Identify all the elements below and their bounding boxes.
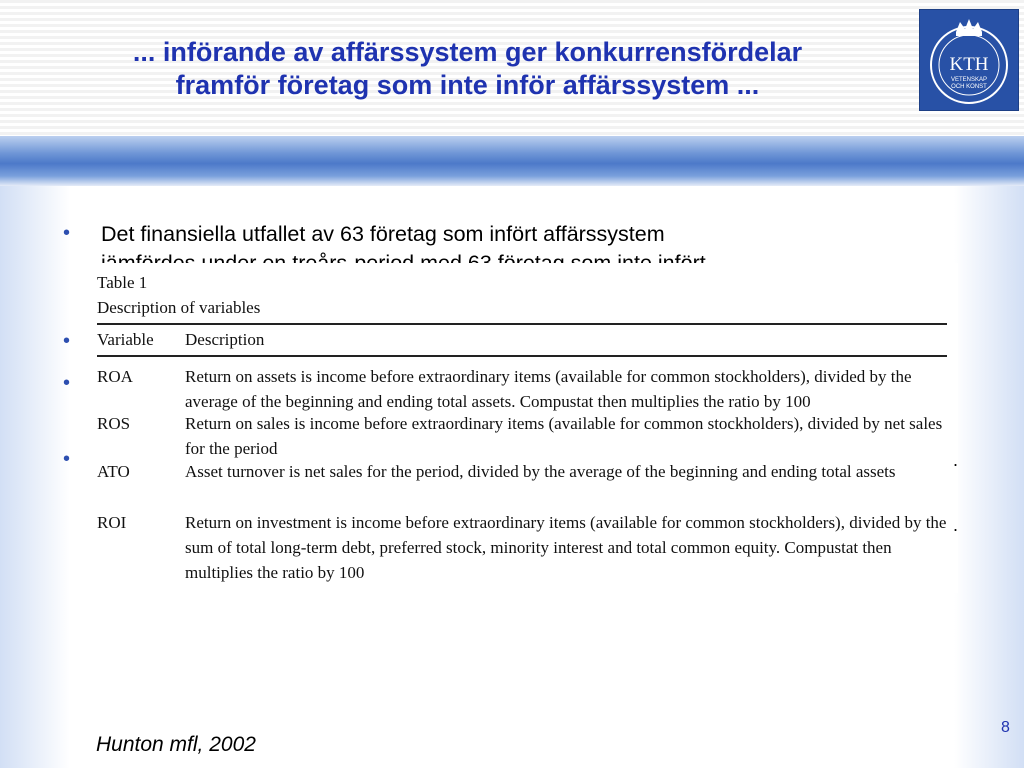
kth-crest-icon <box>920 10 1018 110</box>
table-row-description: Return on investment is income before extraordinary items (available for common stockholders), divided by the sum of total long-term debt, preferred stock, minority interest and total common equity. Compustat then multiplies the ratio by 100 <box>185 513 947 582</box>
table-caption-title: Description of variables <box>97 298 261 317</box>
table-caption-number: Table 1 <box>97 273 148 292</box>
table-row-variable: ATO <box>97 462 130 481</box>
table-row-variable: ROA <box>97 367 133 386</box>
bullet-2-marker: • <box>63 330 71 352</box>
title-line-2: framför företag som inte inför affärssystem ... <box>175 70 760 100</box>
logo-subtitle-1: VETENSKAP <box>950 77 988 83</box>
logo-name: KTH <box>949 54 989 75</box>
table-row-variable: ROS <box>97 414 131 433</box>
table-row-description: Return on assets is income before extraordinary items (available for common stockholders), divided by the average of the beginning and ending total assets. Compustat then multiplies the ratio by 100 <box>185 367 912 411</box>
table-row-variable: ROI <box>97 513 127 532</box>
header-band <box>0 136 1024 186</box>
table-header-variable: Variable <box>97 330 154 349</box>
table-header-rule <box>97 355 947 357</box>
kth-logo <box>919 9 1019 111</box>
citation: Hunton mfl, 2002 <box>96 733 256 756</box>
bullet-1-marker: • <box>63 222 71 244</box>
variables-table <box>83 263 958 593</box>
logo-subtitle-2: OCH KONST <box>951 84 987 90</box>
table-row-description: Return on sales is income before extraordinary items (available for common stockholders), divided by net sales for the period <box>185 414 943 458</box>
stray-period-1: . <box>953 450 959 470</box>
page-number: 8 <box>1001 719 1010 736</box>
title-line-1: ... införande av affärssystem ger konkurrensfördelar <box>132 37 803 67</box>
table-top-rule <box>97 323 947 325</box>
stray-period-2: . <box>953 515 959 535</box>
bullet-4-marker: • <box>63 448 71 470</box>
bullet-3-marker: • <box>63 372 71 394</box>
bullet-1-line-1: Det finansiella utfallet av 63 företag som infört affärssystem <box>101 222 665 246</box>
slide-title <box>20 36 915 102</box>
table-header-description: Description <box>185 330 265 349</box>
table-row-description: Asset turnover is net sales for the period, divided by the average of the beginning and ending total assets <box>185 462 896 481</box>
